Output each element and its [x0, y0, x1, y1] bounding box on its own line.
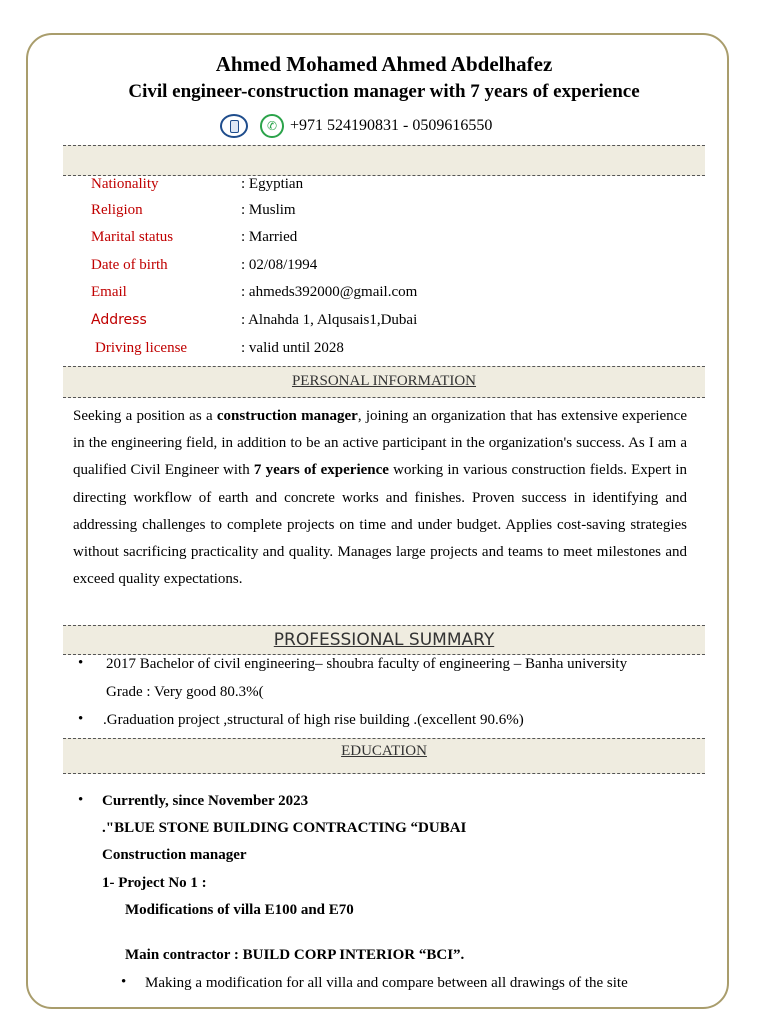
section-education [63, 738, 705, 774]
info-row-marital-status [91, 229, 297, 246]
candidate-headline: Civil engineer-construction manager with 7 years of experience [128, 81, 640, 102]
section-title: EDUCATION [341, 743, 427, 759]
info-row-date-of-birth [91, 257, 317, 274]
summary-paragraph [73, 403, 687, 593]
summary-highlight: 7 years of experience [253, 462, 389, 479]
education-degree: 2017 Bachelor of civil engineering– shoubra faculty of engineering – Banha university [106, 656, 628, 672]
info-label: Date of birth [91, 257, 168, 273]
experience-main-contractor: Main contractor : BUILD CORP INTERIOR “BCI”. [125, 947, 465, 963]
info-value: : Alnahda 1, Alqusais1,Dubai [241, 312, 418, 328]
info-label: Nationality [91, 176, 159, 192]
experience-project-name: Modifications of villa E100 and E70 [125, 902, 354, 918]
info-row-email [91, 284, 417, 301]
summary-highlight: construction manager [216, 408, 358, 424]
section-personal-information [63, 366, 705, 398]
info-label: Religion [91, 202, 143, 218]
summary-text: Seeking a position as a [73, 408, 217, 424]
info-value: : valid until 2028 [241, 340, 344, 356]
experience-task: Making a modification for all villa and compare between all drawings of the site [145, 975, 628, 991]
info-value: : Muslim [241, 202, 296, 218]
info-row-nationality [91, 176, 303, 193]
education-project: .Graduation project ,structural of high rise building .(excellent 90.6%) [103, 712, 524, 728]
summary-text: working in various construction fields. Expert in directing workflow of earth and concrete works and finishes. Proven success in identifying and addressing challenges to complete projects on time and under budget. Applies cost-saving strategies without sacrificing practicality and quality. Manages large projects and teams to meet milestones and exceed quality expectations. [73, 462, 687, 588]
experience-role: Construction manager [102, 847, 247, 863]
info-label: Marital status [91, 229, 174, 245]
info-value: : Egyptian [241, 176, 304, 192]
bullet-icon: • [121, 974, 127, 990]
info-value: : Married [241, 229, 298, 245]
section-title: PERSONAL INFORMATION [291, 373, 477, 389]
bullet-icon: • [78, 792, 84, 808]
experience-company: ."BLUE STONE BUILDING CONTRACTING “DUBAI [102, 820, 467, 836]
whatsapp-icon: ✆ [260, 114, 284, 138]
contact-phone-row [220, 114, 492, 138]
info-label: Address [91, 312, 147, 328]
info-row-address [91, 312, 417, 329]
section-title: PROFESSIONAL SUMMARY [273, 630, 495, 650]
section-professional-summary [63, 625, 705, 655]
candidate-name: Ahmed Mohamed Ahmed Abdelhafez [215, 52, 553, 76]
info-row-religion [91, 202, 296, 219]
header-divider-band [63, 145, 705, 176]
experience-project-number: 1- Project No 1 : [102, 875, 207, 891]
info-label: Email [91, 284, 127, 300]
summary-text: , joining an organization that has extensive experience in the engineering field, in addition to be an active participant in the organization's success. As I am a qualified Civil Engineer with [73, 408, 687, 479]
education-grade: Grade : Very good 80.3%( [106, 684, 264, 700]
bullet-icon: • [78, 711, 84, 727]
bullet-icon: • [78, 655, 84, 671]
info-row-driving-license [95, 340, 344, 357]
info-value: : 02/08/1994 [241, 257, 318, 273]
info-value: : ahmeds392000@gmail.com [241, 284, 418, 300]
info-label: Driving license [95, 340, 188, 356]
phone-numbers: +971 524190831 - 0509616550 [290, 117, 493, 134]
mobile-phone-icon [220, 114, 248, 138]
experience-current: Currently, since November 2023 [102, 793, 309, 809]
